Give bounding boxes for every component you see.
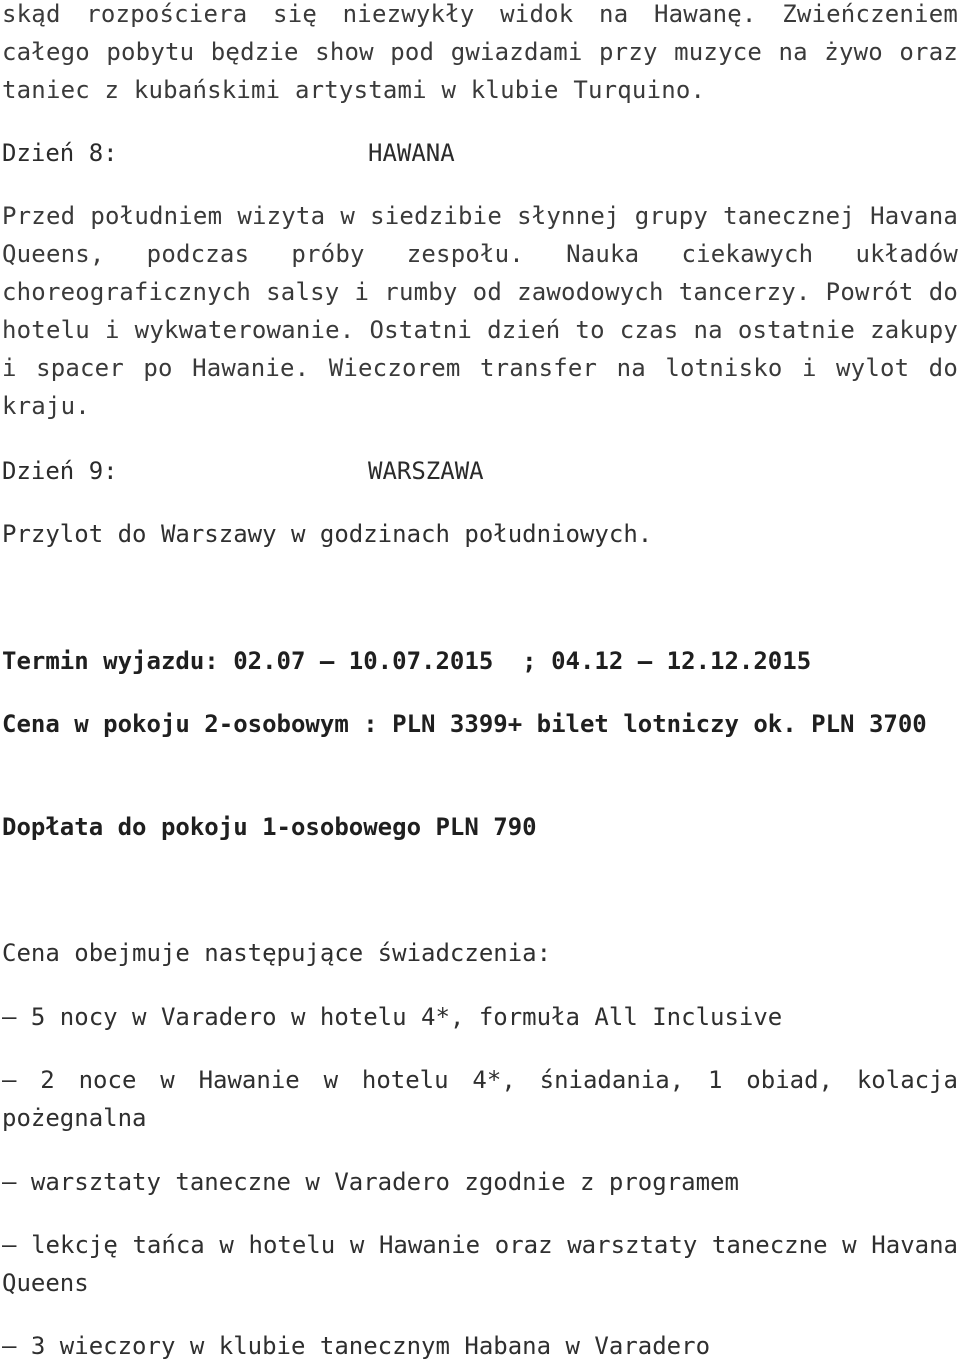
price-double-room: Cena w pokoju 2-osobowym : PLN 3399+ bilet lotniczy ok. PLN 3700 xyxy=(2,710,927,738)
travel-dates: Termin wyjazdu: 02.07 – 10.07.2015 ; 04.12 – 12.12.2015 xyxy=(2,647,812,675)
includes-item: – 2 noce w Hawanie w hotelu 4*, śniadania, 1 obiad, kolacja pożegnalna xyxy=(2,1066,958,1132)
day-9-label: Dzień 9: xyxy=(2,457,118,485)
includes-item: – 5 nocy w Varadero w hotelu 4*, formuła All Inclusive xyxy=(2,1003,783,1031)
day-8-label: Dzień 8: xyxy=(2,139,118,167)
includes-item: – warsztaty taneczne w Varadero zgodnie z programem xyxy=(2,1168,739,1196)
day-9-text: Przylot do Warszawy w godzinach południowych. xyxy=(2,520,653,548)
intro-paragraph: skąd rozpościera się niezwykły widok na Hawanę. Zwieńczeniem całego pobytu będzie show pod gwiazdami przy muzyce na żywo oraz taniec z kubańskimi artystami w klubie Turquino. xyxy=(2,0,958,104)
includes-item: – lekcję tańca w hotelu w Hawanie oraz warsztaty taneczne w Havana Queens xyxy=(2,1231,958,1297)
day-9-place: WARSZAWA xyxy=(368,457,484,485)
includes-heading: Cena obejmuje następujące świadczenia: xyxy=(2,939,552,967)
day-9-header xyxy=(2,452,958,490)
includes-item: – 3 wieczory w klubie tanecznym Habana w Varadero xyxy=(2,1332,711,1360)
day-8-header xyxy=(2,134,958,172)
day-8-place: HAWANA xyxy=(368,139,455,167)
single-room-supplement: Dopłata do pokoju 1-osobowego PLN 790 xyxy=(2,813,537,841)
day-8-text: Przed południem wizyta w siedzibie słynnej grupy tanecznej Havana Queens, podczas próby zespołu. Nauka ciekawych układów choreograficznych salsy i rumby od zawodowych tancerzy. Powrót do hotelu i wykwaterowanie. Ostatni dzień to czas na ostatnie zakupy i spacer po Hawanie. Wieczorem transfer na lotnisko i wylot do kraju. xyxy=(2,202,958,420)
